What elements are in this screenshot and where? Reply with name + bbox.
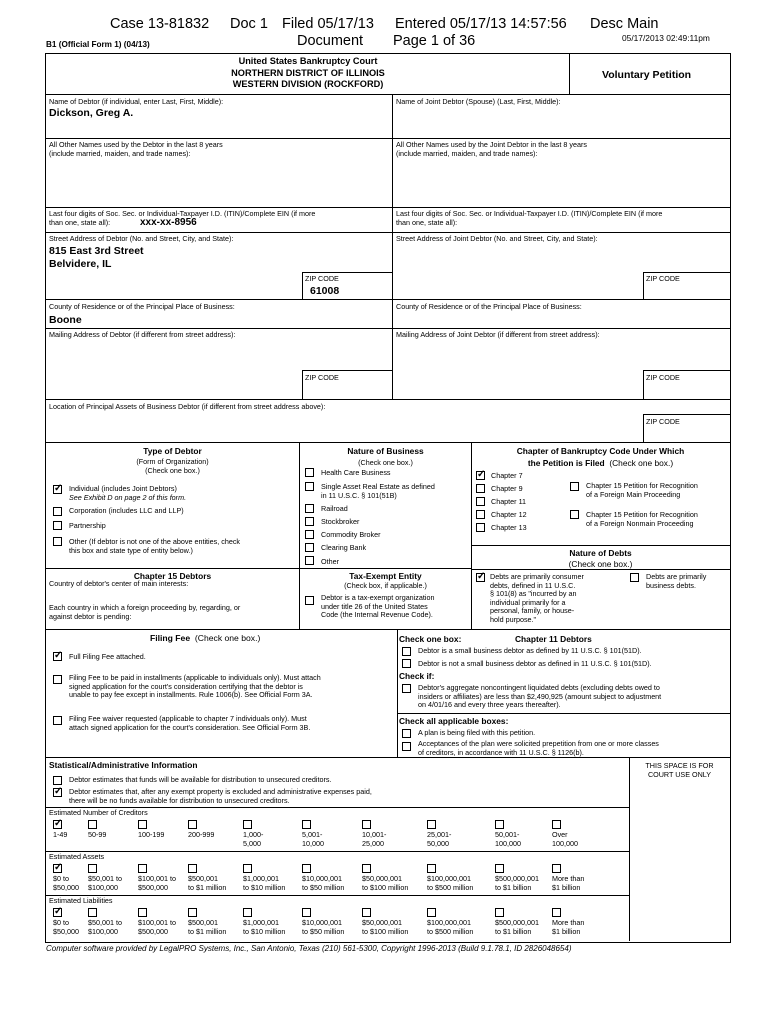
chapter9-checkbox[interactable] <box>476 484 485 493</box>
chapter11-checkbox[interactable] <box>476 497 485 506</box>
full-fee-label: Full Filing Fee attached. <box>69 652 146 661</box>
creditors-option-9: Over 100,000 <box>552 830 578 848</box>
street-label: Street Address of Debtor (No. and Street, City, and State): <box>49 234 234 243</box>
liabilities-option-7: $100,000,001 to $500 million <box>427 918 474 936</box>
ch11-title: Chapter 11 Debtors <box>515 634 592 644</box>
tax-exempt-title: Tax-Exempt Entity <box>349 571 422 581</box>
health-care-checkbox[interactable] <box>305 468 314 477</box>
other-names-label: All Other Names used by the Debtor in the last 8 years (include married, maiden, and trade names): <box>49 140 223 158</box>
assets-option-0: $0 to $50,000 <box>53 874 79 892</box>
liabilities-option-9: More than $1 billion <box>552 918 585 936</box>
assets-option-2: $100,001 to $500,000 <box>138 874 176 892</box>
filed-date: Filed 05/17/13 <box>282 16 374 32</box>
debtor-ssn[interactable]: xxx-xx-8956 <box>140 217 197 228</box>
other-entity-checkbox[interactable] <box>53 537 62 546</box>
fee-waiver-label: Filing Fee waiver requested (applicable to chapter 7 individuals only). Must attach signed application for the court's consideration. See Official Form 3B. <box>69 714 311 732</box>
joint-name-label: Name of Joint Debtor (Spouse) (Last, First, Middle): <box>396 97 561 106</box>
commodity-broker-label: Commodity Broker <box>321 530 381 539</box>
chapter12-label: Chapter 12 <box>491 510 527 519</box>
creditors-checkbox-5[interactable] <box>302 820 311 829</box>
not-small-business-checkbox[interactable] <box>402 659 411 668</box>
creditors-option-5: 5,001- 10,000 <box>302 830 324 848</box>
assets-option-5: $10,000,001 to $50 million <box>302 874 345 892</box>
chapter15-nonmain-checkbox[interactable] <box>570 510 579 519</box>
assets-checkbox-9[interactable] <box>552 864 561 873</box>
assets-option-8: $500,000,001 to $1 billion <box>495 874 539 892</box>
single-asset-checkbox[interactable] <box>305 482 314 491</box>
ssn-label: Last four digits of Soc. Sec. or Individual-Taxpayer I.D. (ITIN)/Complete EIN (if more than one, state all): <box>49 209 316 227</box>
assets-option-7: $100,000,001 to $500 million <box>427 874 474 892</box>
court-use-only: THIS SPACE IS FOR COURT USE ONLY <box>645 761 714 779</box>
form-id: B1 (Official Form 1) (04/13) <box>46 40 150 49</box>
mailing-zip-label: ZIP CODE <box>305 373 339 382</box>
aggregate-debts-label: Debtor's aggregate noncontingent liquidated debts (excluding debts owed to insiders or affiliates) are less than $2,490,925 (amount subject to adjustment on 4/01/16 and every three years thereafter). <box>418 683 662 709</box>
creditors-option-1: 50-99 <box>88 830 107 839</box>
no-funds-checkbox[interactable] <box>53 788 62 797</box>
small-business-checkbox[interactable] <box>402 647 411 656</box>
installments-label: Filing Fee to be paid in installments (applicable to individuals only). Must attach signed application for the court's consideration certifying that the debtor is unable to pay fee except in installments. Rule 1006(b). See Official Form 3A. <box>69 673 321 699</box>
assets-checkbox-0[interactable] <box>53 864 62 873</box>
funds-available-label: Debtor estimates that funds will be available for distribution to unsecured creditors. <box>69 775 332 784</box>
business-debts-label: Debts are primarily business debts. <box>646 572 707 590</box>
joint-zip-label: ZIP CODE <box>646 274 680 283</box>
individual-checkbox[interactable] <box>53 485 62 494</box>
corporation-label: Corporation (includes LLC and LLP) <box>69 506 184 515</box>
voluntary-petition-title: Voluntary Petition <box>602 69 692 81</box>
single-asset-label: Single Asset Real Estate as defined in 11 U.S.C. § 101(51B) <box>321 482 435 500</box>
case-number: Case 13-81832 <box>110 16 210 32</box>
plan-filed-checkbox[interactable] <box>402 729 411 738</box>
debtor-county[interactable]: Boone <box>49 314 82 326</box>
other-business-label: Other <box>321 557 339 566</box>
nature-debts-sub: (Check one box.) <box>568 559 633 569</box>
liabilities-checkbox-0[interactable] <box>53 908 62 917</box>
liabilities-checkbox-9[interactable] <box>552 908 561 917</box>
full-fee-checkbox[interactable] <box>53 652 62 661</box>
creditors-checkbox-7[interactable] <box>427 820 436 829</box>
chapter13-label: Chapter 13 <box>491 523 527 532</box>
creditors-checkbox-8[interactable] <box>495 820 504 829</box>
joint-street-label: Street Address of Joint Debtor (No. and Street, City, and State): <box>396 234 598 243</box>
chapter9-label: Chapter 9 <box>491 484 523 493</box>
ch11-check-one: Check one box: <box>399 634 462 644</box>
other-business-checkbox[interactable] <box>305 556 314 565</box>
software-footer: Computer software provided by LegalPRO Systems, Inc., San Antonio, Texas (210) 561-5300, Copyright 1996-2013 (Build 9.1.78.1, ID 2826048654) <box>46 944 572 953</box>
chapter15-debtors-title: Chapter 15 Debtors <box>133 571 212 581</box>
court-heading: United States Bankruptcy Court NORTHERN DISTRICT OF ILLINOIS WESTERN DIVISION (ROCKFORD) <box>231 56 385 89</box>
creditors-option-6: 10,001- 25,000 <box>362 830 387 848</box>
chapter15-country-label: Country of debtor's center of main interests: <box>49 579 189 588</box>
liabilities-checkbox-6[interactable] <box>362 908 371 917</box>
joint-mailing-zip-label: ZIP CODE <box>646 373 680 382</box>
location-zip-label: ZIP CODE <box>646 417 680 426</box>
acceptances-checkbox[interactable] <box>402 742 411 751</box>
type-of-debtor-sub: (Form of Organization) (Check one box.) <box>136 457 209 475</box>
fee-waiver-checkbox[interactable] <box>53 716 62 725</box>
assets-checkbox-5[interactable] <box>302 864 311 873</box>
assets-checkbox-3[interactable] <box>188 864 197 873</box>
assets-option-6: $50,000,001 to $100 million <box>362 874 409 892</box>
liabilities-option-8: $500,000,001 to $1 billion <box>495 918 539 936</box>
chapter-title: Chapter of Bankruptcy Code Under Which <box>516 446 685 456</box>
creditors-label: Estimated Number of Creditors <box>49 808 148 817</box>
assets-option-9: More than $1 billion <box>552 874 585 892</box>
chapter15-main-checkbox[interactable] <box>570 482 579 491</box>
creditors-checkbox-9[interactable] <box>552 820 561 829</box>
type-of-debtor-title: Type of Debtor <box>143 446 202 456</box>
liabilities-option-3: $500,001 to $1 million <box>188 918 227 936</box>
partnership-label: Partnership <box>69 521 106 530</box>
mailing-label: Mailing Address of Debtor (if different from street address): <box>49 330 236 339</box>
county-label: County of Residence or of the Principal Place of Business: <box>49 302 235 311</box>
creditors-option-8: 50,001- 100,000 <box>495 830 521 848</box>
chapter-title2: the Petition is Filed (Check one box.) <box>527 458 674 468</box>
creditors-option-0: 1-49 <box>53 830 68 839</box>
stockbroker-label: Stockbroker <box>321 517 360 526</box>
creditors-checkbox-0[interactable] <box>53 820 62 829</box>
creditors-checkbox-6[interactable] <box>362 820 371 829</box>
stats-title: Statistical/Administrative Information <box>49 760 198 770</box>
business-debts-checkbox[interactable] <box>630 573 639 582</box>
creditors-option-4: 1,000- 5,000 <box>243 830 264 848</box>
doc-number: Doc 1 <box>230 16 268 32</box>
individual-label: Individual (includes Joint Debtors) See Exhibit D on page 2 of this form. <box>69 484 187 502</box>
consumer-debts-label: Debts are primarily consumer debts, defined in 11 U.S.C. § 101(8) as "incurred by an individual primarily for a personal, family, or house- hold purpose." <box>490 572 584 624</box>
chapter15-nonmain-label: Chapter 15 Petition for Recognition of a Foreign Nonmain Proceeding <box>586 510 698 528</box>
nature-debts-title: Nature of Debts <box>569 548 632 558</box>
liabilities-option-5: $10,000,001 to $50 million <box>302 918 345 936</box>
liabilities-checkbox-4[interactable] <box>243 908 252 917</box>
commodity-broker-checkbox[interactable] <box>305 530 314 539</box>
liabilities-option-2: $100,001 to $500,000 <box>138 918 176 936</box>
chapter7-checkbox[interactable] <box>476 471 485 480</box>
creditors-option-7: 25,001- 50,000 <box>427 830 452 848</box>
small-business-label: Debtor is a small business debtor as defined by 11 U.S.C. § 101(51D). <box>418 646 642 655</box>
other-entity-label: Other (If debtor is not one of the above entities, check this box and state type of entity below.) <box>69 537 241 555</box>
assets-option-1: $50,001 to $100,000 <box>88 874 122 892</box>
chapter11-label: Chapter 11 <box>491 497 527 506</box>
print-timestamp: 05/17/2013 02:49:11pm <box>622 33 710 43</box>
tax-exempt-label: Debtor is a tax-exempt organization under title 26 of the United States Code (the Internal Revenue Code). <box>321 593 435 619</box>
joint-mailing-label: Mailing Address of Joint Debtor (if different from street address): <box>396 330 600 339</box>
page-count: Page 1 of 36 <box>393 33 476 49</box>
liabilities-option-0: $0 to $50,000 <box>53 918 79 936</box>
assets-checkbox-7[interactable] <box>427 864 436 873</box>
partnership-checkbox[interactable] <box>53 521 62 530</box>
acceptances-label: Acceptances of the plan were solicited prepetition from one or more classes of creditors, in accordance with 11 U.S.C. § 1126(b). <box>418 739 659 757</box>
creditors-checkbox-1[interactable] <box>88 820 97 829</box>
joint-ssn-label: Last four digits of Soc. Sec. or Individual-Taxpayer I.D. (ITIN)/Complete EIN (if more than one, state all): <box>396 209 663 227</box>
plan-filed-label: A plan is being filed with this petition. <box>418 728 536 737</box>
funds-available-checkbox[interactable] <box>53 776 62 785</box>
chapter13-checkbox[interactable] <box>476 523 485 532</box>
no-funds-label: Debtor estimates that, after any exempt property is excluded and administrative expenses paid, there will be no funds available for distribution to unsecured creditors. <box>69 787 372 805</box>
ch11-check-all: Check all applicable boxes: <box>399 716 509 726</box>
tax-exempt-sub: (Check box, if applicable.) <box>344 581 427 590</box>
location-label: Location of Principal Assets of Business Debtor (if different from street address above): <box>49 402 326 411</box>
assets-option-4: $1,000,001 to $10 million <box>243 874 286 892</box>
liabilities-option-1: $50,001 to $100,000 <box>88 918 122 936</box>
assets-option-3: $500,001 to $1 million <box>188 874 227 892</box>
debtor-street[interactable]: 815 East 3rd Street Belvidere, IL <box>49 245 144 270</box>
tax-exempt-checkbox[interactable] <box>305 596 314 605</box>
installments-checkbox[interactable] <box>53 675 62 684</box>
creditors-option-2: 100-199 <box>138 830 165 839</box>
assets-checkbox-1[interactable] <box>88 864 97 873</box>
assets-checkbox-6[interactable] <box>362 864 371 873</box>
creditors-option-3: 200-999 <box>188 830 215 839</box>
desc-main: Desc Main <box>590 16 659 32</box>
stockbroker-checkbox[interactable] <box>305 517 314 526</box>
debtor-zip[interactable]: 61008 <box>310 285 340 297</box>
railroad-checkbox[interactable] <box>305 504 314 513</box>
nature-business-sub: (Check one box.) <box>358 458 413 467</box>
assets-label: Estimated Assets <box>49 852 105 861</box>
creditors-checkbox-2[interactable] <box>138 820 147 829</box>
liabilities-checkbox-3[interactable] <box>188 908 197 917</box>
filing-fee-title: Filing Fee (Check one box.) <box>150 633 261 643</box>
liabilities-checkbox-5[interactable] <box>302 908 311 917</box>
chapter15-each-label: Each country in which a foreign proceeding by, regarding, or against debtor is pending: <box>49 603 241 621</box>
liabilities-checkbox-1[interactable] <box>88 908 97 917</box>
ch11-check-if: Check if: <box>399 671 435 681</box>
debtor-name[interactable]: Dickson, Greg A. <box>49 107 134 119</box>
railroad-label: Railroad <box>321 504 348 513</box>
aggregate-debts-checkbox[interactable] <box>402 684 411 693</box>
document-label: Document <box>297 33 364 49</box>
joint-county-label: County of Residence or of the Principal Place of Business: <box>396 302 582 311</box>
liabilities-option-6: $50,000,001 to $100 million <box>362 918 409 936</box>
assets-checkbox-4[interactable] <box>243 864 252 873</box>
liabilities-checkbox-7[interactable] <box>427 908 436 917</box>
assets-checkbox-8[interactable] <box>495 864 504 873</box>
clearing-bank-label: Clearing Bank <box>321 543 367 552</box>
liabilities-option-4: $1,000,001 to $10 million <box>243 918 286 936</box>
liabilities-label: Estimated Liabilities <box>49 896 113 905</box>
chapter7-label: Chapter 7 <box>491 471 523 480</box>
assets-checkbox-2[interactable] <box>138 864 147 873</box>
chapter12-checkbox[interactable] <box>476 510 485 519</box>
liabilities-checkbox-2[interactable] <box>138 908 147 917</box>
corporation-checkbox[interactable] <box>53 507 62 516</box>
clearing-bank-checkbox[interactable] <box>305 543 314 552</box>
nature-business-title: Nature of Business <box>347 446 424 456</box>
debtor-name-label: Name of Debtor (if individual, enter Last, First, Middle): <box>49 97 224 106</box>
entered-date: Entered 05/17/13 14:57:56 <box>395 16 567 32</box>
creditors-checkbox-4[interactable] <box>243 820 252 829</box>
creditors-checkbox-3[interactable] <box>188 820 197 829</box>
chapter15-main-label: Chapter 15 Petition for Recognition of a Foreign Main Proceeding <box>586 481 698 499</box>
joint-other-names-label: All Other Names used by the Joint Debtor in the last 8 years (include married, maiden, and trade names): <box>396 140 587 158</box>
health-care-label: Health Care Business <box>321 468 391 477</box>
consumer-debts-checkbox[interactable] <box>476 573 485 582</box>
not-small-business-label: Debtor is not a small business debtor as defined in 11 U.S.C. § 101(51D). <box>418 659 652 668</box>
zip-label: ZIP CODE <box>305 274 339 283</box>
liabilities-checkbox-8[interactable] <box>495 908 504 917</box>
